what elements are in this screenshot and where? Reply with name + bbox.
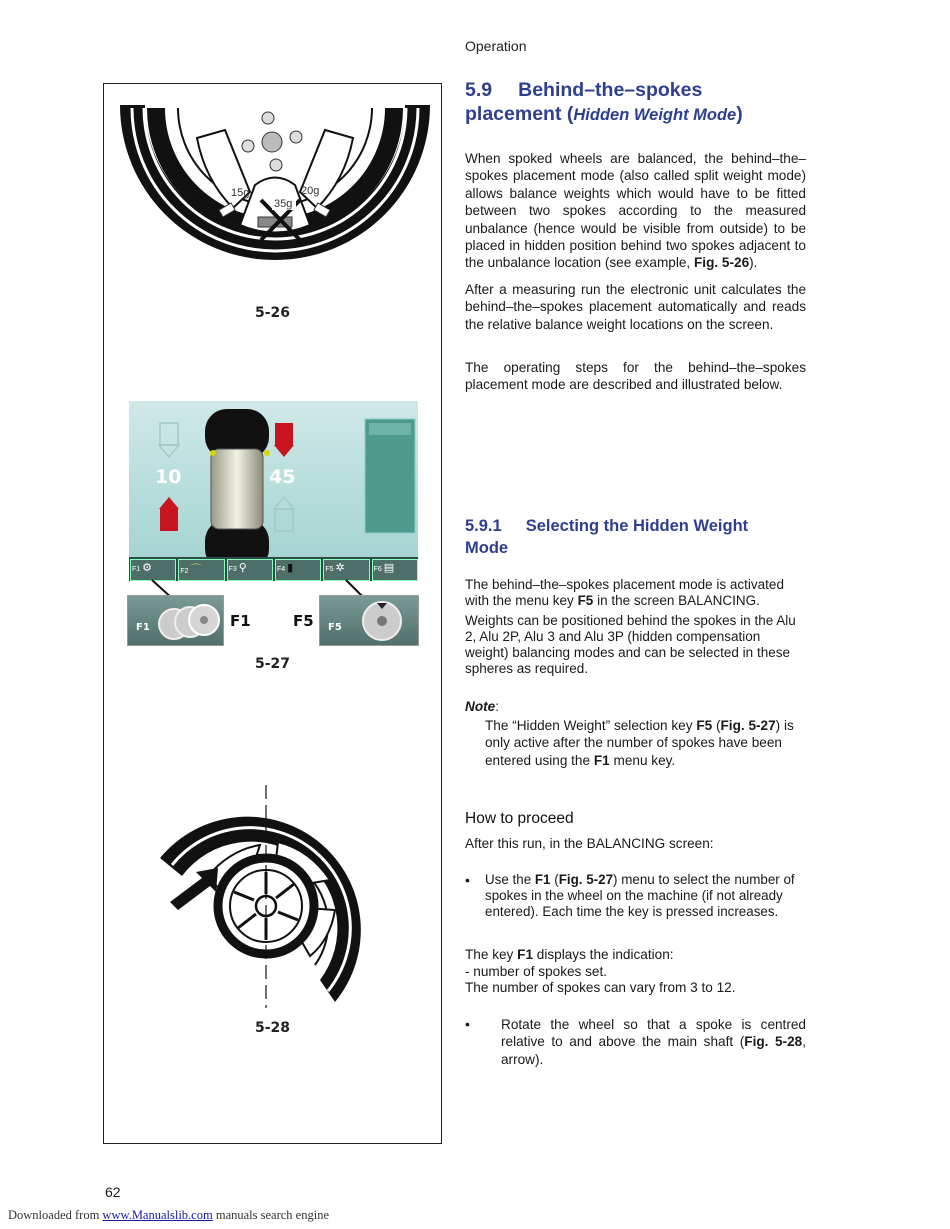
figure-label-5-28: 5-28 [254,1020,291,1036]
tire-icon: ▮ [287,562,294,574]
section-title-line1: Behind–the–spokes [518,79,703,101]
printer-icon: ▤ [383,562,395,574]
weight-mode-icon: ⌒ [190,564,202,576]
magnifier-icon: ⚲ [238,562,247,574]
figure-label-5-27: 5-27 [254,656,291,672]
fig-ref-5-27[interactable]: Fig. 5-27 [558,872,614,887]
how-to-proceed-heading: How to proceed [465,810,574,827]
paragraph-measuring-run: After a measuring run the electronic unit calculates the behind–the–spokes placement automatically and reads the relative balance weight locations on the screen. [465,282,806,332]
paragraph-f1-indication: The key F1 displays the indication: - number of spokes set. The number of spokes can vary from 3 to 12. [465,947,736,995]
right-unbalance-value: 45 [269,466,296,488]
paragraph-activation: The behind–the–spokes placement mode is activated with the menu key F5 in the screen BALANCING. [465,577,784,608]
function-key-f5[interactable]: F5 ✲ [323,559,369,581]
figure-label-5-26: 5-26 [254,305,291,321]
balancing-screen [129,401,418,581]
multi-spoke-wheels-icon [156,600,220,642]
weight-center-label: 35g [274,198,293,210]
running-header: Operation [465,38,527,54]
callout-label-f5: F5 [293,612,314,630]
hidden-weight-mode-term: Hidden Weight Mode [573,106,737,124]
fig-ref-5-28[interactable]: Fig. 5-28 [744,1034,803,1050]
paragraph-operating-steps: The operating steps for the behind–the–spokes placement mode are described and illustrated below. [465,360,806,393]
section-heading-5-9-1: 5.9.1 Selecting the Hidden Weight Mode [465,517,749,557]
wheel-spoke-position-illustration [150,780,400,1010]
fig-ref-5-26[interactable]: Fig. 5-26 [693,255,750,271]
weight-right-label: 20g [301,185,320,197]
paragraph-balancing-modes: Weights can be positioned behind the spokes in the Alu 2, Alu 2P, Alu 3 and Alu 3P (hidden compensation weight) balancing modes and can be selected in these spheres as required. [465,613,796,676]
section-number: 5.9 [465,79,493,101]
hidden-weight-wheel-icon [360,599,404,643]
function-key-f3[interactable]: F3 ⚲ [227,559,273,581]
zoom-key-f5: F5 [319,595,419,646]
page-number: 62 [105,1184,121,1200]
how-to-proceed-intro: After this run, in the BALANCING screen: [465,836,714,851]
weight-left-label: 15g [231,187,250,199]
left-unbalance-value: 10 [155,466,182,488]
function-key-f6[interactable]: F6 ▤ [372,559,418,581]
fig-ref-5-27[interactable]: Fig. 5-27 [720,718,776,733]
wheel-split-weight-illustration [115,100,435,300]
function-key-f1[interactable]: F1 ⚙ [130,559,176,581]
bullet-1-text: Use the F1 (Fig. 5-27) menu to select the number of spokes in the wheel on the machine (if not already entered). Each time the key is pressed increases. [485,872,795,919]
bullet-2-marker: • [465,1016,470,1032]
subsection-number: 5.9.1 [465,517,502,535]
function-key-f4[interactable]: F4 ▮ [275,559,321,581]
callout-label-f1: F1 [230,612,251,630]
hidden-weight-wheel-icon: ✲ [335,562,345,574]
spokes-wheel-icon: ⚙ [142,562,152,574]
note-text: The “Hidden Weight” selection key F5 (Fig. 5-27) is only active after the number of spokes have been entered using the F1 menu key. [485,718,794,768]
section-heading-5-9: 5.9 Behind–the–spokes placement (Hidden Weight Mode) [465,79,743,125]
zoom-key-f1: F1 [127,595,224,646]
note-label: Note: [465,699,499,714]
download-footer: Downloaded from www.Manualslib.com manuals search engine [8,1208,329,1222]
bullet-1-marker: • [465,872,470,888]
bullet-2-text: Rotate the wheel so that a spoke is centred relative to and above the main shaft (Fig. 5-28, arrow). [501,1017,806,1067]
paragraph-intro: When spoked wheels are balanced, the behind–the–spokes placement mode (also called split weight mode) allows balance weights which would have to be fitted between two spokes according to the measured unbalance (hence would be visible from outside) to be placed in hidden position behind two spokes adjacent to the unbalance location (see example, Fig. 5-26). [465,151,806,271]
function-key-f2[interactable]: F2 ⌒ [178,559,224,581]
manualslib-link[interactable]: www.Manualslib.com [102,1208,213,1222]
